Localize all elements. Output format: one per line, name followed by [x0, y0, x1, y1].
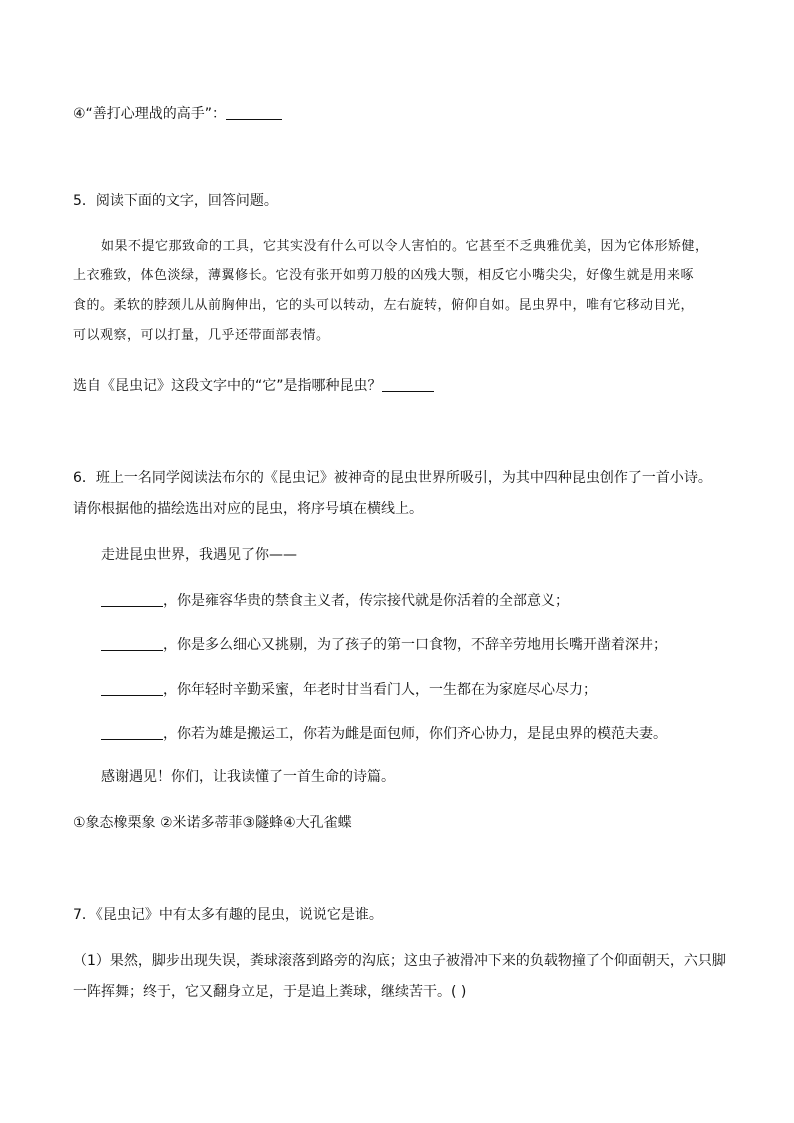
- q5-passage-line-2: 上衣雅致，体色淡绿，薄翼修长。它没有张开如剪刀般的凶残大颚，相反它小嘴尖尖，好像生就是用来啄: [73, 268, 695, 283]
- q5-question: [73, 375, 434, 396]
- q6-poem-line-1: [101, 590, 569, 611]
- q5-passage-line-1: 如果不提它那致命的工具，它其实没有什么可以令人害怕的。它甚至不乏典雅优美，因为它体形矫健，: [101, 239, 709, 254]
- q6-prompt-line-1: 6．班上一名同学阅读法布尔的《昆虫记》被神奇的昆虫世界所吸引，为其中四种昆虫创作了一首小诗。: [73, 470, 712, 486]
- q6-poem-text-1: ，你是雍容华贵的禁食主义者，传宗接代就是你活着的全部意义；: [163, 593, 569, 609]
- q6-prompt-line-2: 请你根据他的描绘选出对应的昆虫，将序号填在横线上。: [73, 501, 423, 517]
- q6-answer-blank-1[interactable]: [101, 590, 163, 607]
- q6-poem-line-4: [101, 723, 667, 744]
- q7-sub1-line-1: （1）果然，脚步出现失误，粪球滚落到路旁的沟底；这虫子被滑冲下来的负载物撞了个仰面朝天，六只脚: [73, 953, 726, 969]
- q7-sub1-line-2: 一阵挥舞；终于，它又翻身立足，于是追上粪球，继续苦干。( ): [73, 984, 467, 1000]
- q6-poem-outro: 感谢遇见！你们，让我读懂了一首生命的诗篇。: [101, 769, 395, 785]
- q6-poem-line-2: [101, 634, 667, 655]
- q6-poem-text-4: ，你若为雄是搬运工，你若为雌是面包师，你们齐心协力，是昆虫界的模范夫妻。: [163, 726, 667, 742]
- q7-prompt: 7．《昆虫记》中有太多有趣的昆虫，说说它是谁。: [73, 907, 383, 923]
- q6-answer-blank-4[interactable]: [101, 723, 163, 740]
- q4-item-text: ④“善打心理战的高手”：: [73, 106, 227, 122]
- q5-question-text: 选自《昆虫记》这段文字中的“它”是指哪种昆虫？: [73, 378, 382, 394]
- q5-prompt: 5．阅读下面的文字，回答问题。: [73, 193, 278, 209]
- q6-answer-blank-3[interactable]: [101, 679, 163, 696]
- q6-poem-text-3: ，你年轻时辛勤采蜜，年老时甘当看门人，一生都在为家庭尽心尽力；: [163, 682, 597, 698]
- q5-answer-blank[interactable]: [382, 375, 434, 392]
- q4-answer-blank[interactable]: [226, 103, 282, 120]
- q6-poem-line-3: [101, 679, 597, 700]
- q5-passage-line-4: 可以观察，可以打量，几乎还带面部表情。: [73, 328, 330, 343]
- q6-answer-blank-2[interactable]: [101, 634, 163, 651]
- q5-passage-line-3: 食的。柔软的脖颈儿从前胸伸出，它的头可以转动，左右旋转，俯仰自如。昆虫界中，唯有它移动目光，: [73, 298, 695, 313]
- q4-item: [73, 103, 282, 124]
- q6-options: ①象态橡栗象 ②米诺多蒂菲③隧蜂④大孔雀蝶: [73, 815, 352, 831]
- q6-poem-intro: 走进昆虫世界，我遇见了你——: [101, 547, 297, 563]
- q6-poem-text-2: ，你是多么细心又挑剔，为了孩子的第一口食物，不辞辛劳地用长嘴开凿着深井；: [163, 637, 667, 653]
